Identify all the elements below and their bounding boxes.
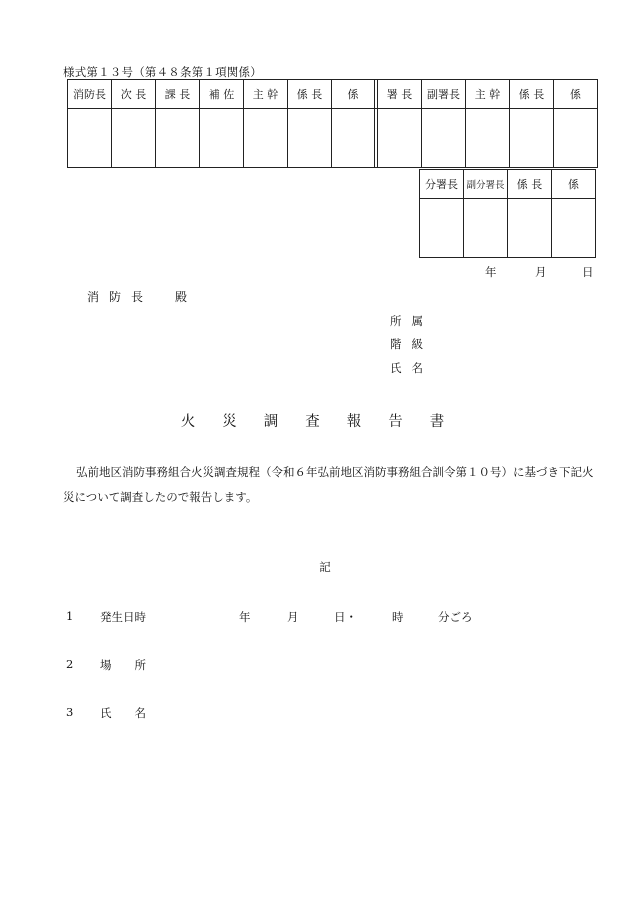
item-1-label: 発生日時	[100, 610, 146, 624]
stamp-header-branch-unit-chief: 係 長	[508, 170, 552, 199]
addressee	[87, 288, 197, 305]
stamp-header-chief-officer: 主 幹	[244, 80, 288, 109]
report-body-text: 弘前地区消防事務組合火災調査規程（令和６年弘前地区消防事務組合訓令第１０号）に基づき下記火災について調査したので報告します。	[63, 465, 594, 504]
date-year-label: 年	[485, 265, 497, 279]
stamp-box[interactable]	[464, 199, 508, 258]
item-1-year: 年	[239, 610, 251, 624]
stamp-header-section-chief: 課 長	[156, 80, 200, 109]
stamp-box[interactable]	[510, 109, 554, 168]
branch-approval-stamp-table	[419, 169, 596, 258]
stamp-header-station-staff: 係	[554, 80, 598, 109]
stamp-header-branch-staff: 係	[552, 170, 596, 199]
stamp-header-staff: 係	[332, 80, 375, 109]
date-month-label: 月	[535, 265, 547, 279]
stamp-header-assistant: 補 佐	[200, 80, 244, 109]
stamp-box[interactable]	[332, 109, 375, 168]
item-1-hour: 時	[392, 610, 404, 624]
stamp-box[interactable]	[68, 109, 112, 168]
stamp-box[interactable]	[112, 109, 156, 168]
item-1-minute: 分ごろ	[438, 610, 473, 624]
stamp-header-station-chief-officer: 主 幹	[466, 80, 510, 109]
stamp-box[interactable]	[288, 109, 332, 168]
item-3-number: 3	[66, 705, 74, 719]
stamp-header-fire-chief: 消防長	[68, 80, 112, 109]
document-title: 火災調査報告書	[180, 414, 472, 430]
approval-stamp-table	[67, 79, 598, 168]
stamp-header-deputy-station-chief: 副署長	[422, 80, 466, 109]
stamp-box[interactable]	[200, 109, 244, 168]
stamp-header-unit-chief: 係 長	[288, 80, 332, 109]
stamp-header-deputy-branch-chief: 副分署長	[464, 170, 508, 199]
addressee-honorific: 殿	[175, 290, 198, 304]
stamp-box[interactable]	[552, 199, 596, 258]
sender-rank-label: 階級	[390, 337, 433, 351]
stamp-header-deputy-chief: 次 長	[112, 80, 156, 109]
item-2-label: 場 所	[100, 658, 146, 672]
item-1-number: 1	[66, 609, 74, 623]
item-1-day: 日・	[334, 610, 357, 624]
stamp-box[interactable]	[554, 109, 598, 168]
stamp-box[interactable]	[244, 109, 288, 168]
date-day-label: 日	[582, 265, 594, 279]
item-1-month: 月	[287, 610, 299, 624]
stamp-box[interactable]	[508, 199, 552, 258]
stamp-box[interactable]	[466, 109, 510, 168]
stamp-header-branch-chief: 分署長	[420, 170, 464, 199]
sender-name-label: 氏名	[390, 361, 433, 375]
stamp-box[interactable]	[422, 109, 466, 168]
stamp-box[interactable]	[156, 109, 200, 168]
form-number: 様式第１３号（第４８条第１項関係）	[63, 65, 262, 79]
item-3-label: 氏 名	[100, 706, 146, 720]
stamp-header-station-unit-chief: 係 長	[510, 80, 554, 109]
stamp-box[interactable]	[378, 109, 422, 168]
item-2-number: 2	[66, 657, 74, 671]
stamp-header-station-chief: 署 長	[378, 80, 422, 109]
sender-affiliation-label: 所属	[390, 314, 433, 328]
stamp-box[interactable]	[420, 199, 464, 258]
ki-heading: 記	[319, 560, 331, 574]
addressee-name: 消防長	[87, 290, 154, 304]
